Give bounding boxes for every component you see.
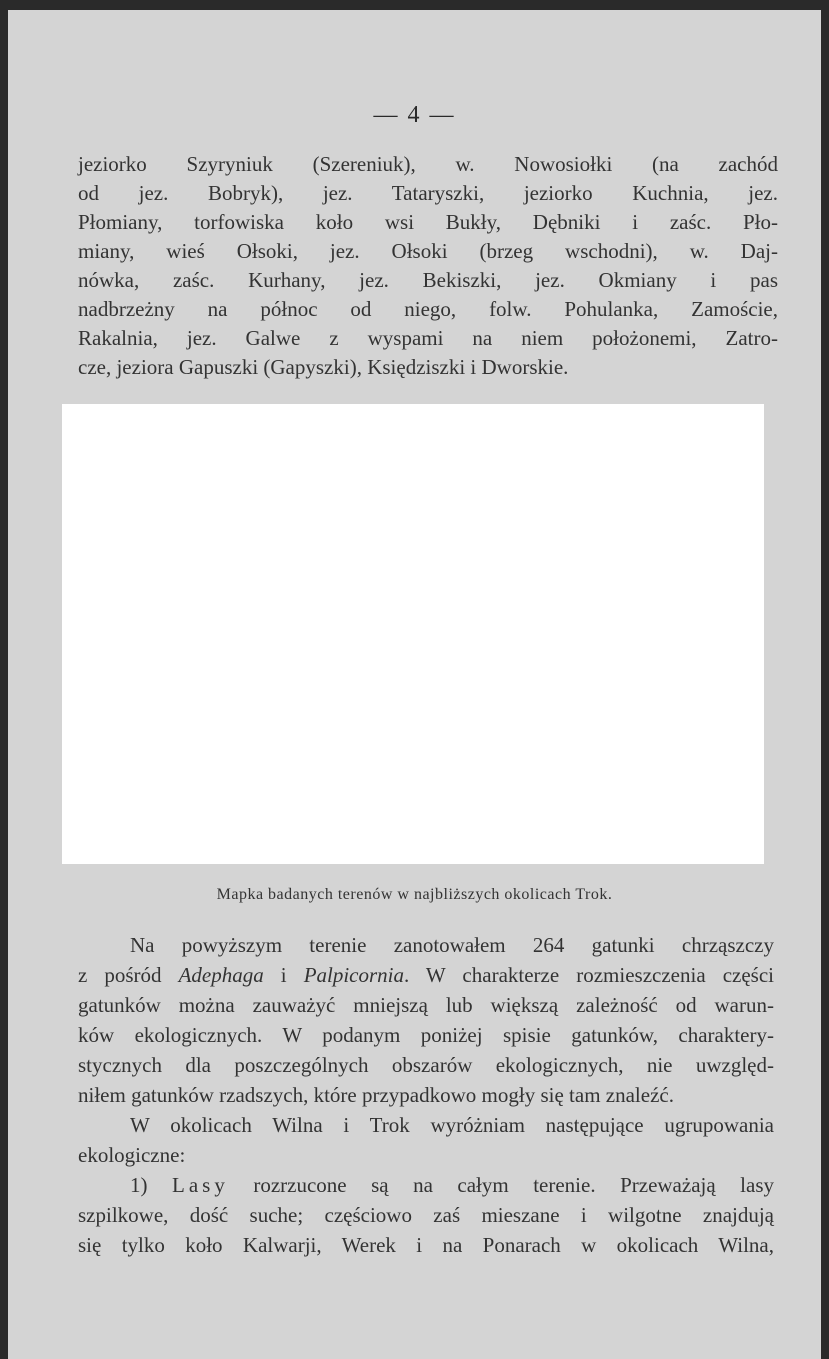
text-line: stycznych dla poszczególnych obszarów ekologicznych, nie uwzględ- [78, 1053, 774, 1077]
text-line: 1) Lasy rozrzucone są na całym terenie. Przeważają lasy [130, 1173, 774, 1197]
locality-list-paragraph [78, 150, 778, 382]
text-line: nówka, zaśc. Kurhany, jez. Bekiszki, jez. Okmiany i pas [78, 268, 778, 292]
text-line: nadbrzeżny na północ od niego, folw. Pohulanka, Zamoście, [78, 297, 778, 321]
text-line: gatunków można zauważyć mniejszą lub większą zależność od warun- [78, 993, 774, 1017]
text-line: cze, jeziora Gapuszki (Gapyszki), Księdziszki i Dworskie. [78, 355, 569, 379]
map-caption: Mapka badanych terenów w najbliższych okolicach Trok. [216, 886, 613, 903]
page-number: — 4 — [373, 102, 456, 128]
text-line: Na powyższym terenie zanotowałem 264 gatunki chrząszczy [130, 933, 774, 957]
text-line: jeziorko Szyryniuk (Szereniuk), w. Nowosiołki (na zachód [78, 152, 778, 176]
document-page [8, 10, 821, 1359]
map-figure-blank [62, 404, 764, 864]
text-line: od jez. Bobryk), jez. Tataryszki, jeziorko Kuchnia, jez. [78, 181, 778, 205]
text-line: Rakalnia, jez. Galwe z wyspami na niem położonemi, Zatro- [78, 326, 778, 350]
text-line: szpilkowe, dość suche; częściowo zaś mieszane i wilgotne znajdują [78, 1203, 774, 1227]
text-line: niłem gatunków rzadszych, które przypadkowo mogły się tam znaleźć. [78, 1083, 674, 1107]
text-line: ków ekologicznych. W podanym poniżej spisie gatunków, charaktery- [78, 1023, 774, 1047]
text-line: miany, wieś Ołsoki, jez. Ołsoki (brzeg wschodni), w. Daj- [78, 239, 778, 263]
taxon-palpicornia: Palpicornia [303, 963, 405, 987]
text-line: ekologiczne: [78, 1143, 186, 1167]
body-text [78, 930, 774, 1260]
taxon-adephaga: Adephaga [178, 963, 264, 987]
text-line: Płomiany, torfowiska koło wsi Bukły, Dębniki i zaśc. Pło- [78, 210, 778, 234]
section-heading-lasy: Lasy [172, 1173, 229, 1197]
text-line: z pośród Adephaga i Palpicornia. W charakterze rozmieszczenia części [78, 963, 774, 987]
text-line: W okolicach Wilna i Trok wyróżniam następujące ugrupowania [130, 1113, 774, 1137]
text-line: się tylko koło Kalwarji, Werek i na Ponarach w okolicach Wilna, [78, 1233, 774, 1257]
